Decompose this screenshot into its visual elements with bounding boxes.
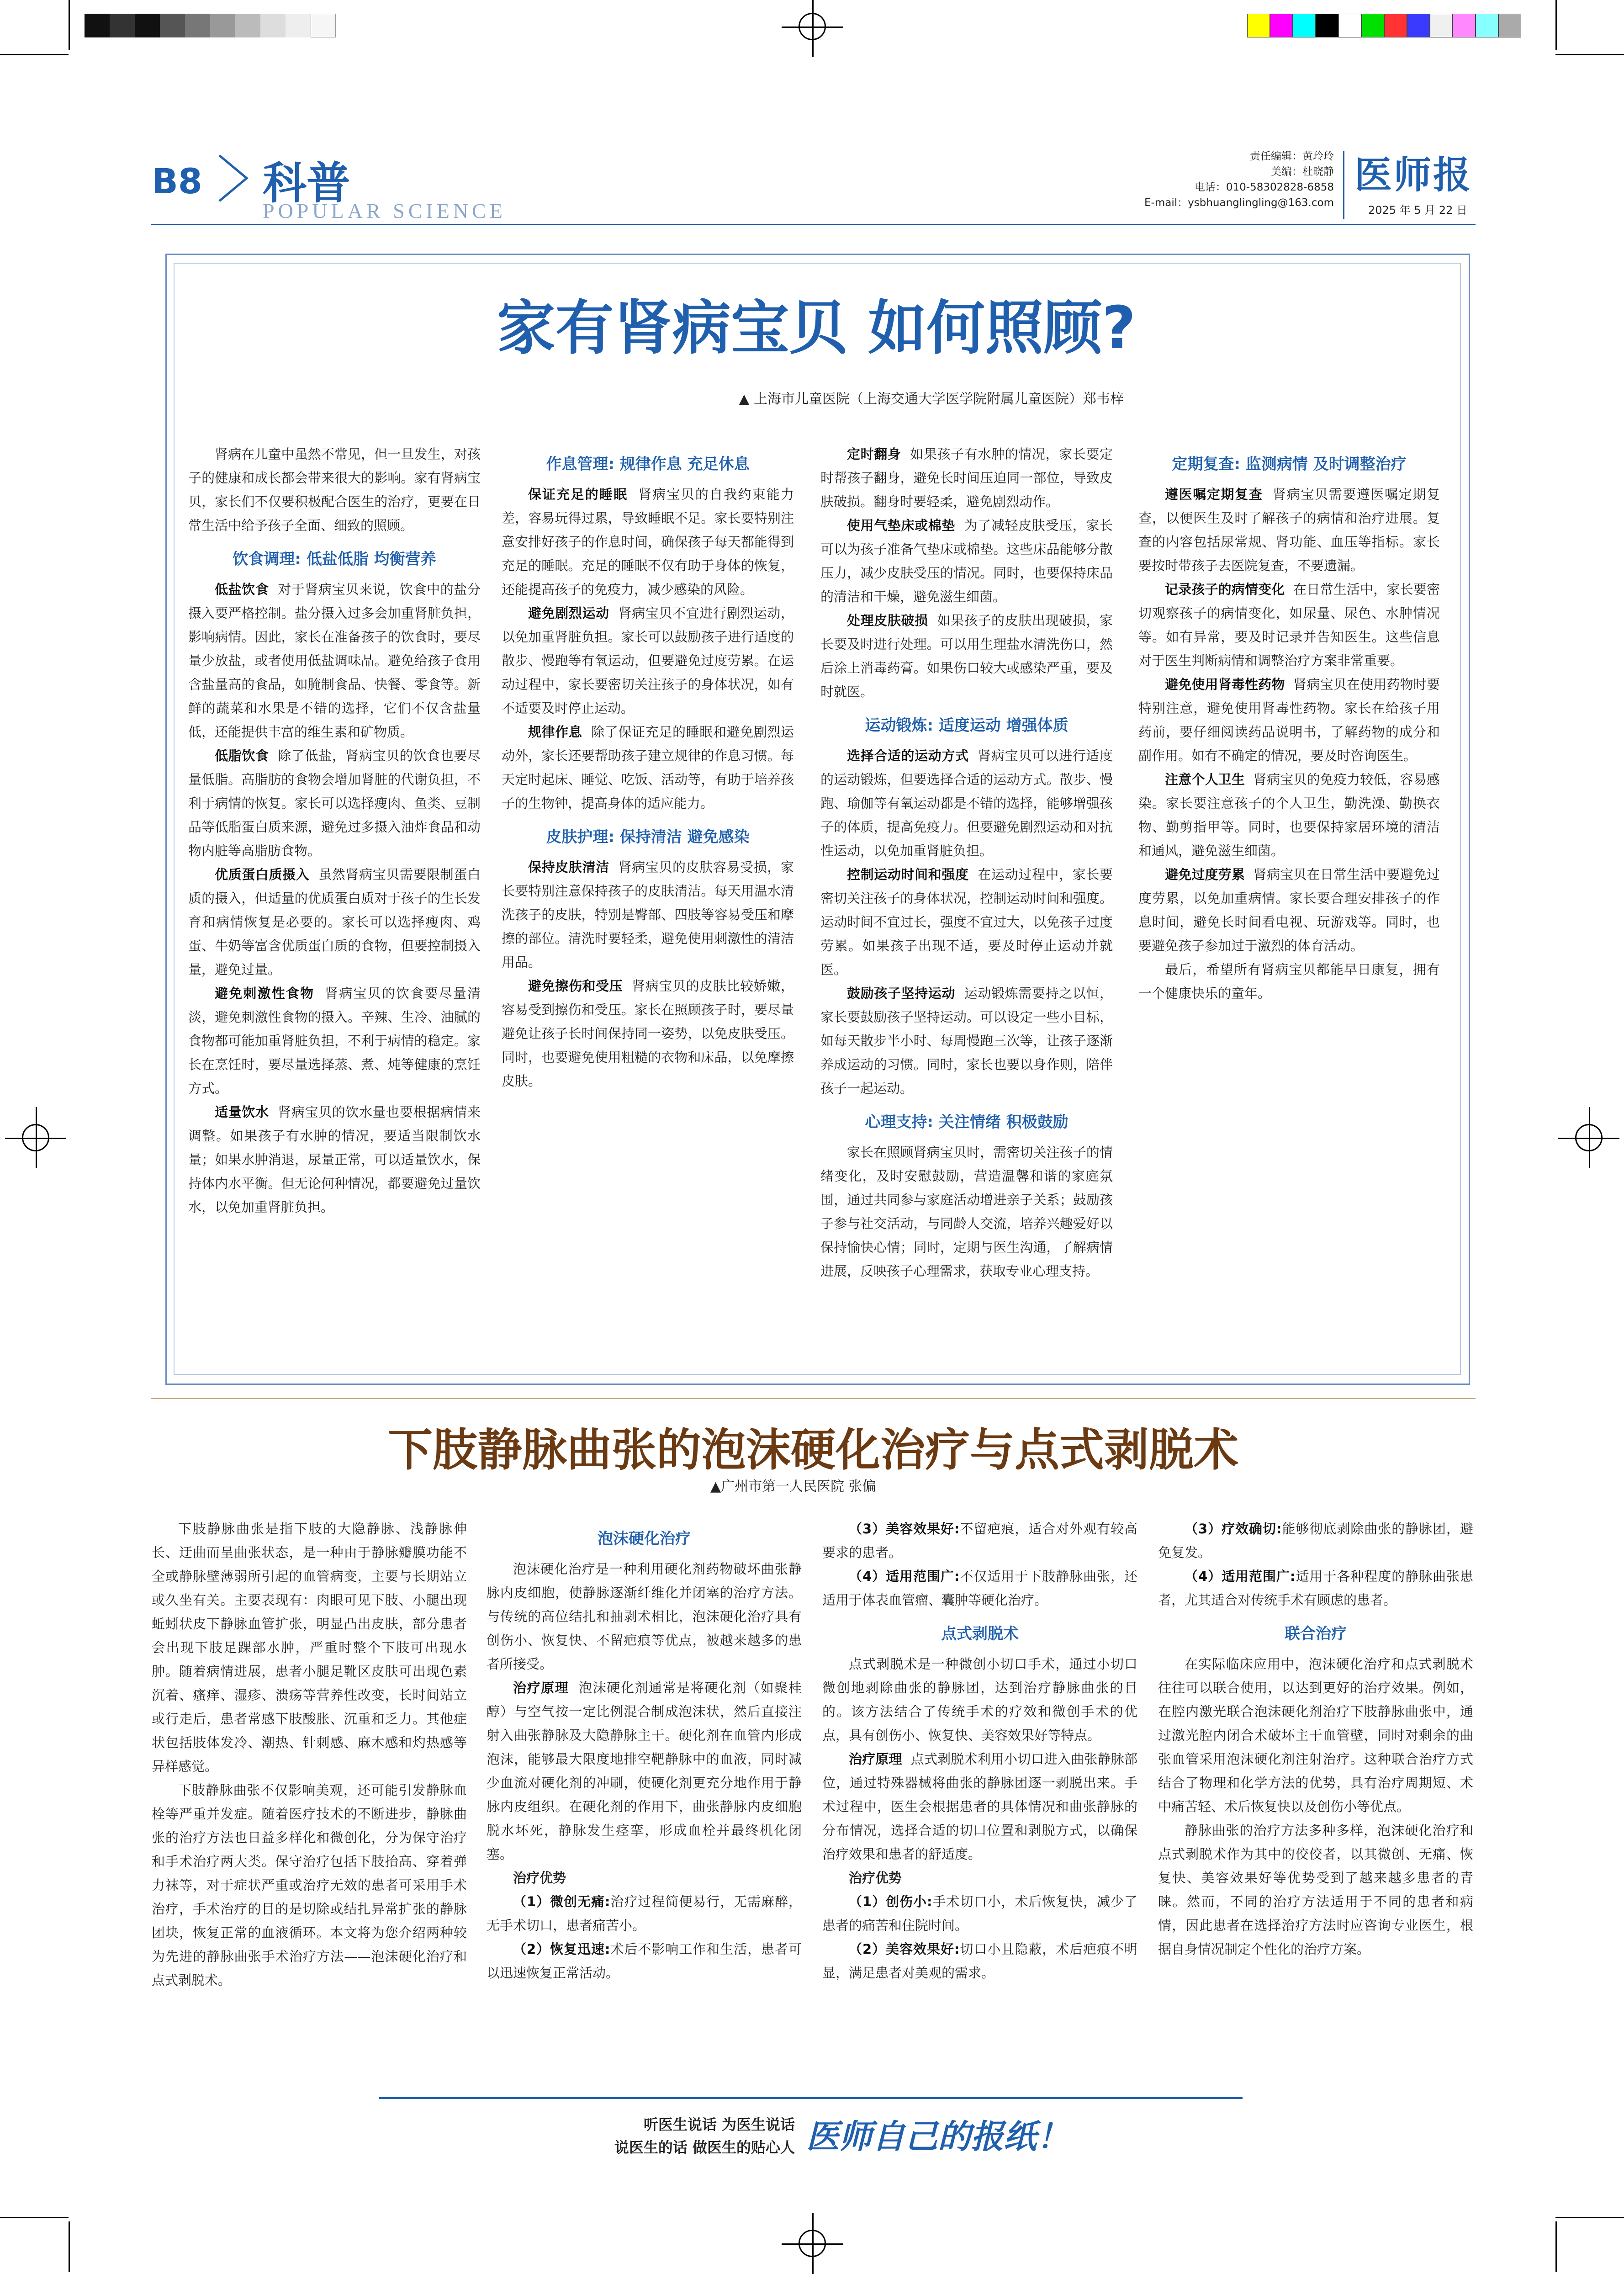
article1-subhead-5: 心理支持: 关注情绪 积极鼓励 <box>865 1113 1069 1131</box>
article2-subhead-2: 点式剥脱术 <box>941 1625 1019 1643</box>
registration-mark-left <box>22 1124 49 1151</box>
article1-subhead-3: 皮肤护理: 保持清洁 避免感染 <box>546 828 750 846</box>
article2-col3: （3）美容效果好:不留疤痕，适合对外观有较高要求的患者。 （4）适用范围广:不仅适用于下肢静脉曲张，还适用于体表血管瘤、囊肿等硬化治疗。 点式剥脱术 点式剥脱术是一种微创小切口手术，通过小切口微创地剥除曲张的静脉团，达到治疗静脉曲张的目的。该方法结合了传统手术的疗效和微创手术的优点，具有创伤小、恢复快、美容效果好等特点。 治疗原理 点式剥脱术利用小切口进入曲张静脉部位，通过特殊器械将曲张的静脉团逐一剥脱出来。手术过程中，医生会根据患者的具体情况和曲张静脉的分布情况，选择合适的切口位置和剥脱方式，以确保治疗效果和患者的舒适度。 治疗优势 （1）创伤小:手术切口小，术后恢复快，减少了患者的痛苦和住院时间。 （2）美容效果好:切口小且隐蔽，术后疤痕不明显，满足患者对美观的需求。 <box>822 1521 1137 1981</box>
article2-subhead-1: 泡沫硬化治疗 <box>598 1530 691 1548</box>
article1-col4: 定期复查: 监测病情 及时调整治疗 遵医嘱定期复查 肾病宝贝需要遵医嘱定期复查，以便医生及时了解孩子的病情和治疗进展。复查的内容包括尿常规、肾功能、血压等指标。家长要按时带孩子去医院复查，不要遗漏。 记录孩子的病情变化 在日常生活中，家长要密切观察孩子的病情变化，如尿量、尿色、水肿情况等。如有异常，要及时记录并告知医生。这些信息对于医生判断病情和调整治疗方案非常重要。 避免使用肾毒性药物 肾病宝贝在使用药物时要特别注意，避免使用肾毒性药物。家长在给孩子用药前，要仔细阅读药品说明书，了解药物的成分和副作用。如有不确定的情况，要及时咨询医生。 注意个人卫生 肾病宝贝的免疫力较低，容易感染。家长要注意孩子的个人卫生，勤洗澡、勤换衣物、勤剪指甲等。同时，也要保持家居环境的清洁和通风，避免滋生细菌。 避免过度劳累 肾病宝贝在日常生活中要避免过度劳累，以免加重病情。家长要合理安排孩子的作息时间，避免长时间看电视、玩游戏等。同时，也要避免孩子参加过于激烈的体育活动。 最后，希望所有肾病宝贝都能早日康复，拥有一个健康快乐的童年。 <box>1138 442 1440 1005</box>
footer-rule <box>379 2097 1243 2099</box>
article2-top-rule <box>151 1398 1476 1399</box>
footer-brand-slogan: 医师自己的报纸！ <box>806 2117 1070 2156</box>
article1-subhead-1: 饮食调理: 低盐低脂 均衡营养 <box>233 550 436 568</box>
article1-col2: 作息管理: 规律作息 充足休息 保证充足的睡眠 肾病宝贝的自我约束能力差，容易玩得过累，导致睡眠不足。家长要特别注意安排好孩子的作息时间，确保孩子每天都能得到充足的睡眠。充足的睡眠不仅有助于身体的恢复，还能提高孩子的免疫力，减少感染的风险。 避免剧烈运动 肾病宝贝不宜进行剧烈运动，以免加重肾脏负担。家长可以鼓励孩子进行适度的散步、慢跑等有氧运动，但要避免过度劳累。在运动过程中，家长要密切关注孩子的身体状况，如有不适要及时停止运动。 规律作息 除了保证充足的睡眠和避免剧烈运动外，家长还要帮助孩子建立规律的作息习惯。每天定时起床、睡觉、吃饭、活动等，有助于培养孩子的生物钟，提高身体的适应能力。 皮肤护理: 保持清洁 避免感染 保持皮肤清洁 肾病宝贝的皮肤容易受损，家长要特别注意保持孩子的皮肤清洁。每天用温水清洗孩子的皮肤，特别是臀部、四肢等容易受压和摩擦的部位。清洗时要轻柔，避免使用刺激性的清洁用品。 避免擦伤和受压 肾病宝贝的皮肤比较娇嫩，容易受到擦伤和受压。家长在照顾孩子时，要尽量避免让孩子长时间保持同一姿势，以免皮肤受压。同时，也要避免使用粗糙的衣物和床品，以免摩擦皮肤。 <box>502 442 794 1093</box>
article1-col1: 肾病在儿童中虽然不常见，但一旦发生，对孩子的健康和成长都会带来很大的影响。家有肾病宝贝，家长们不仅要积极配合医生的治疗，更要在日常生活中给予孩子全面、细致的照顾。 饮食调理: 低盐低脂 均衡营养 低盐饮食 对于肾病宝贝来说，饮食中的盐分摄入要严格控制。盐分摄入过多会加重肾脏负担，影响病情。因此，家长在准备孩子的饮食时，要尽量少放盐，或者使用低盐调味品。避免给孩子食用含盐量高的食品，如腌制食品、快餐、零食等。新鲜的蔬菜和水果是不错的选择，它们不仅含盐量低，还能提供丰富的维生素和矿物质。 低脂饮食 除了低盐，肾病宝贝的饮食也要尽量低脂。高脂肪的食物会增加肾脏的代谢负担，不利于病情的恢复。家长可以选择瘦肉、鱼类、豆制品等低脂蛋白质来源，避免过多摄入油炸食品和动物内脏等高脂肪食物。 优质蛋白质摄入 虽然肾病宝贝需要限制蛋白质的摄入，但适量的优质蛋白质对于孩子的生长发育和病情恢复是必要的。家长可以选择瘦肉、鸡蛋、牛奶等富含优质蛋白质的食物，但要控制摄入量，避免过量。 避免刺激性食物 肾病宝贝的饮食要尽量清淡，避免刺激性食物的摄入。辛辣、生冷、油腻的食物都可能加重肾脏负担，不利于病情的稳定。家长在烹饪时，要尽量选择蒸、煮、炖等健康的烹饪方式。 适量饮水 肾病宝贝的饮水量也要根据病情来调整。如果孩子有水肿的情况，要适当限制饮水量；如果水肿消退，尿量正常，可以适量饮水，保持体内水平衡。但无论何种情况，都要避免过量饮水，以免加重肾脏负担。 <box>188 446 481 1215</box>
header-divider <box>1343 151 1344 219</box>
article1-subhead-6: 定期复查: 监测病情 及时调整治疗 <box>1172 455 1407 473</box>
registration-mark-top <box>799 13 826 40</box>
footer-slogan: 听医生说话 为医生说话 说医生的话 做医生的贴心人 <box>614 2116 795 2156</box>
registration-mark-bottom <box>799 2230 826 2257</box>
page-number: B8 <box>152 161 202 201</box>
article2-col1: 下肢静脉曲张是指下肢的大隐静脉、浅静脉伸长、迂曲而呈曲张状态，是一种由于静脉瓣膜功能不全或静脉壁薄弱所引起的血管病变，主要与长期站立或久坐有关。主要表现有：肉眼可见下肢、小腿出现蚯蚓状皮下静脉血管扩张，明显凸出皮肤，部分患者会出现下肢足踝部水肿，严重时整个下肢可出现水肿。随着病情进展，患者小腿足靴区皮肤可出现色素沉着、瘙痒、湿疹、溃疡等营养性改变，长时间站立或行走后，患者常感下肢酸胀、沉重和乏力。其他症状包括肢体发冷、潮热、针刺感、麻木感和灼热感等异样感觉。 下肢静脉曲张不仅影响美观，还可能引发静脉血栓等严重并发症。随着医疗技术的不断进步，静脉曲张的治疗方法也日益多样化和微创化，分为保守治疗和手术治疗两大类。保守治疗包括下肢抬高、穿着弹力袜等，对于症状严重或治疗无效的患者可采用手术治疗，手术治疗的目的是切除或结扎异常扩张的静脉团块，恢复正常的血液循环。本文将为您介绍两种较为先进的静脉曲张手术治疗方法——泡沫硬化治疗和点式剥脱术。 <box>152 1521 467 1988</box>
editor-info: 责任编辑：黄玲玲 美编：杜晓静 电话：010-58302828-6858 E-mail：ysbhuanglingling@163.com <box>1144 150 1334 209</box>
article2-byline: ▲广州市第一人民医院 张偏 <box>710 1479 876 1495</box>
article1-title: 家有肾病宝贝 如何照顾? <box>497 294 1136 362</box>
article1-subhead-4: 运动锻炼: 适度运动 增强体质 <box>865 716 1069 735</box>
section-subtitle: POPULAR SCIENCE <box>263 199 506 223</box>
article2-subhead-3: 联合治疗 <box>1285 1625 1347 1643</box>
article1-subhead-2: 作息管理: 规律作息 充足休息 <box>546 455 750 473</box>
article1-byline: ▲ 上海市儿童医院（上海交通大学医学院附属儿童医院）郑韦梓 <box>739 391 1124 407</box>
article1-col3: 定时翻身 如果孩子有水肿的情况，家长要定时帮孩子翻身，避免长时间压迫同一部位，导致皮肤破损。翻身时要轻柔，避免剧烈动作。 使用气垫床或棉垫 为了减轻皮肤受压，家长可以为孩子准备气垫床或棉垫。这些床品能够分散压力，减少皮肤受压的情况。同时，也要保持床品的清洁和干燥，避免滋生细菌。 处理皮肤破损 如果孩子的皮肤出现破损，家长要及时进行处理。可以用生理盐水清洗伤口，然后涂上消毒药膏。如果伤口较大或感染严重，要及时就医。 运动锻炼: 适度运动 增强体质 选择合适的运动方式 肾病宝贝可以进行适度的运动锻炼，但要选择合适的运动方式。散步、慢跑、瑜伽等有氧运动都是不错的选择，能够增强孩子的体质，提高免疫力。但要避免剧烈运动和对抗性运动，以免加重肾脏负担。 控制运动时间和强度 在运动过程中，家长要密切关注孩子的身体状况，控制运动时间和强度。运动时间不宜过长，强度不宜过大，以免孩子过度劳累。如果孩子出现不适，要及时停止运动并就医。 鼓励孩子坚持运动 运动锻炼需要持之以恒，家长要鼓励孩子坚持运动。可以设定一些小目标，如每天散步半小时、每周慢跑三次等，让孩子逐渐养成运动的习惯。同时，家长也要以身作则，陪伴孩子一起运动。 心理支持: 关注情绪 积极鼓励 家长在照顾肾病宝贝时，需密切关注孩子的情绪变化，及时安慰鼓励，营造温馨和谐的家庭氛围，通过共同参与家庭活动增进亲子关系；鼓励孩子参与社交活动，与同龄人交流，培养兴趣爱好以保持愉快心情；同时，定期与医生沟通，了解病情进展，反映孩子心理需求，获取专业心理支持。 <box>820 446 1113 1279</box>
article2-col4: （3）疗效确切:能够彻底剥除曲张的静脉团，避免复发。 （4）适用范围广:适用于各种程度的静脉曲张患者，尤其适合对传统手术有顾虑的患者。 联合治疗 在实际临床应用中，泡沫硬化治疗和点式剥脱术往往可以联合使用，以达到更好的治疗效果。例如，在腔内激光联合泡沫硬化剂治疗下肢静脉曲张中，通过激光腔内闭合术破坏主干血管壁，同时对剩余的曲张血管采用泡沫硬化剂注射治疗。这种联合治疗方式结合了物理和化学方法的优势，具有治疗周期短、术中痛苦轻、术后恢复快以及创伤小等优点。 静脉曲张的治疗方法多种多样，泡沫硬化治疗和点式剥脱术作为其中的佼佼者，以其微创、无痛、恢复快、美容效果好等优势受到了越来越多患者的青睐。然而，不同的治疗方法适用于不同的患者和病情，因此患者在选择治疗方法时应咨询专业医生，根据自身情况制定个性化的治疗方案。 <box>1158 1521 1473 1957</box>
registration-mark-right <box>1575 1124 1603 1151</box>
chevron-icon <box>215 153 256 203</box>
article2-col2: 泡沫硬化治疗 泡沫硬化治疗是一种利用硬化剂药物破坏曲张静脉内皮细胞，使静脉逐渐纤维化并闭塞的治疗方法。与传统的高位结扎和抽剥术相比，泡沫硬化治疗具有创伤小、恢复快、不留疤痕等优点，被越来越多的患者所接受。 治疗原理 泡沫硬化剂通常是将硬化剂（如聚桂醇）与空气按一定比例混合制成泡沫状，然后直接注射入曲张静脉及大隐静脉主干。硬化剂在血管内形成泡沫，能够最大限度地排空靶静脉中的血液，同时减少血流对硬化剂的冲刷，使硬化剂更充分地作用于静脉内皮组织。在硬化剂的作用下，曲张静脉内皮细胞脱水坏死，静脉发生痉挛，形成血栓并最终机化闭塞。 治疗优势 （1）微创无痛:治疗过程简便易行，无需麻醉，无手术切口，患者痛苦小。 （2）恢复迅速:术后不影响工作和生活，患者可以迅速恢复正常活动。 <box>487 1517 802 1985</box>
section-title: 科普 <box>263 158 350 209</box>
issue-date: 2025 年 5 月 22 日 <box>1368 204 1468 217</box>
newspaper-brand: 医师报 <box>1354 153 1473 197</box>
article2-title: 下肢静脉曲张的泡沫硬化治疗与点式剥脱术 <box>387 1424 1238 1476</box>
header-rule <box>151 224 1476 225</box>
